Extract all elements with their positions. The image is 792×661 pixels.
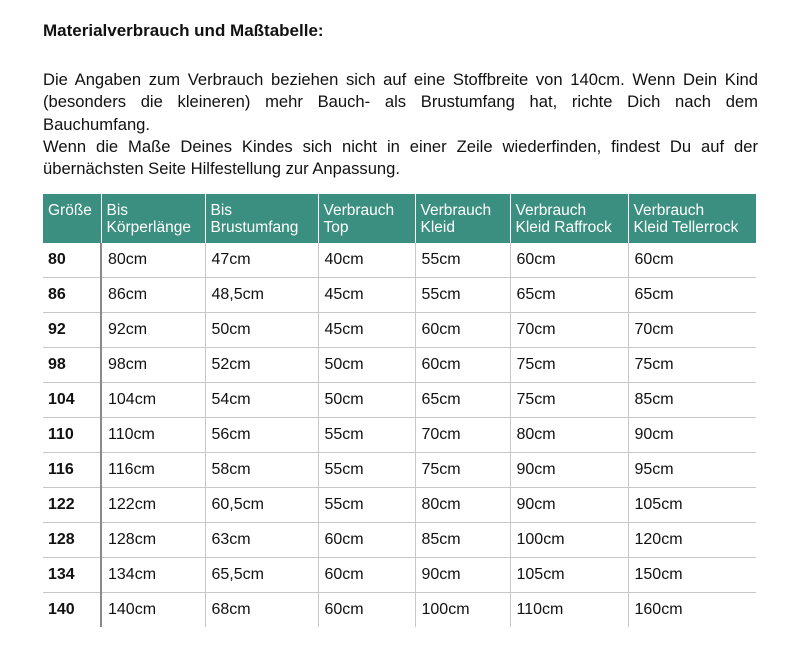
table-row bbox=[43, 418, 756, 453]
table-row bbox=[43, 383, 756, 418]
cell-koerperlaenge: 110cm bbox=[101, 418, 205, 453]
cell-verbrauch-tellerrock: 65cm bbox=[628, 278, 756, 313]
cell-verbrauch-kleid: 90cm bbox=[415, 558, 510, 593]
cell-koerperlaenge: 122cm bbox=[101, 488, 205, 523]
header-groesse: Größe bbox=[43, 194, 101, 243]
cell-koerperlaenge: 116cm bbox=[101, 453, 205, 488]
cell-verbrauch-tellerrock: 160cm bbox=[628, 593, 756, 628]
header-verbrauch-raffrock: Verbrauch Kleid Raffrock bbox=[510, 194, 628, 243]
table-row bbox=[43, 558, 756, 593]
header-verbrauch-top: Verbrauch Top bbox=[318, 194, 415, 243]
cell-verbrauch-raffrock: 90cm bbox=[510, 488, 628, 523]
cell-koerperlaenge: 128cm bbox=[101, 523, 205, 558]
cell-verbrauch-kleid: 75cm bbox=[415, 453, 510, 488]
cell-verbrauch-kleid: 55cm bbox=[415, 243, 510, 278]
table-row bbox=[43, 488, 756, 523]
cell-size: 140 bbox=[48, 601, 75, 618]
table-header-row bbox=[43, 194, 756, 243]
header-koerperlaenge: Bis Körperlänge bbox=[101, 194, 205, 243]
cell-verbrauch-raffrock: 70cm bbox=[510, 313, 628, 348]
cell-verbrauch-kleid: 60cm bbox=[415, 348, 510, 383]
cell-verbrauch-raffrock: 100cm bbox=[510, 523, 628, 558]
table-row bbox=[43, 348, 756, 383]
size-table bbox=[43, 194, 756, 627]
cell-brustumfang: 47cm bbox=[205, 243, 318, 278]
cell-verbrauch-top: 55cm bbox=[318, 453, 415, 488]
cell-brustumfang: 50cm bbox=[205, 313, 318, 348]
cell-verbrauch-tellerrock: 70cm bbox=[628, 313, 756, 348]
cell-brustumfang: 63cm bbox=[205, 523, 318, 558]
document-title: Materialverbrauch und Maßtabelle: bbox=[43, 21, 324, 40]
cell-verbrauch-raffrock: 90cm bbox=[510, 453, 628, 488]
cell-koerperlaenge: 80cm bbox=[101, 243, 205, 278]
cell-verbrauch-raffrock: 75cm bbox=[510, 383, 628, 418]
cell-size: 110 bbox=[43, 418, 101, 453]
cell-verbrauch-raffrock: 60cm bbox=[510, 243, 628, 278]
cell-brustumfang: 54cm bbox=[205, 383, 318, 418]
cell-verbrauch-raffrock: 65cm bbox=[510, 278, 628, 313]
cell-brustumfang: 52cm bbox=[205, 348, 318, 383]
cell-verbrauch-raffrock: 80cm bbox=[510, 418, 628, 453]
cell-verbrauch-kleid: 65cm bbox=[415, 383, 510, 418]
cell-verbrauch-kleid: 100cm bbox=[415, 593, 510, 628]
cell-verbrauch-top: 40cm bbox=[318, 243, 415, 278]
cell-brustumfang: 58cm bbox=[205, 453, 318, 488]
cell-size: 104 bbox=[43, 383, 101, 418]
cell-verbrauch-top: 45cm bbox=[318, 313, 415, 348]
cell-brustumfang: 68cm bbox=[205, 593, 318, 628]
cell-brustumfang: 60,5cm bbox=[205, 488, 318, 523]
table-row bbox=[43, 593, 756, 628]
cell-koerperlaenge: 134cm bbox=[101, 558, 205, 593]
cell-brustumfang: 48,5cm bbox=[205, 278, 318, 313]
cell-verbrauch-top: 50cm bbox=[318, 383, 415, 418]
intro-paragraph-1: Die Angaben zum Verbrauch beziehen sich auf eine Stoffbreite von 140cm. Wenn Dein Kind (besonders die kleineren) mehr Bauch- als Brustumfang hat, richte Dich nach dem Bauchumfang. bbox=[43, 70, 758, 134]
cell-size: 128 bbox=[43, 523, 101, 558]
table-row bbox=[43, 243, 756, 278]
cell-brustumfang: 56cm bbox=[205, 418, 318, 453]
cell-verbrauch-raffrock: 105cm bbox=[510, 558, 628, 593]
cell-verbrauch-tellerrock: 60cm bbox=[628, 243, 756, 278]
cell-size: 92 bbox=[43, 313, 101, 348]
header-verbrauch-kleid: Verbrauch Kleid bbox=[415, 194, 510, 243]
cell-koerperlaenge: 140cm bbox=[101, 593, 205, 628]
cell-verbrauch-tellerrock: 150cm bbox=[628, 558, 756, 593]
intro-paragraph-2: Wenn die Maße Deines Kindes sich nicht in einer Zeile wiederfinden, findest Du auf der übernächsten Seite Hilfestellung zur Anpassung. bbox=[43, 136, 758, 179]
cell-verbrauch-top: 60cm bbox=[318, 558, 415, 593]
cell-verbrauch-top: 50cm bbox=[318, 348, 415, 383]
cell-verbrauch-top: 60cm bbox=[318, 523, 415, 558]
cell-verbrauch-raffrock: 110cm bbox=[510, 593, 628, 628]
cell-verbrauch-tellerrock: 95cm bbox=[628, 453, 756, 488]
cell-verbrauch-kleid: 55cm bbox=[415, 278, 510, 313]
cell-koerperlaenge: 86cm bbox=[101, 278, 205, 313]
header-verbrauch-tellerrock: Verbrauch Kleid Tellerrock bbox=[628, 194, 756, 243]
cell-verbrauch-top: 55cm bbox=[318, 418, 415, 453]
cell-verbrauch-kleid: 85cm bbox=[415, 523, 510, 558]
cell-verbrauch-top: 45cm bbox=[318, 278, 415, 313]
cell-koerperlaenge: 92cm bbox=[101, 313, 205, 348]
header-brustumfang: Bis Brustumfang bbox=[205, 194, 318, 243]
cell-verbrauch-tellerrock: 120cm bbox=[628, 523, 756, 558]
cell-verbrauch-tellerrock: 105cm bbox=[628, 488, 756, 523]
intro-text bbox=[43, 69, 758, 180]
table-row bbox=[43, 523, 756, 558]
cell-verbrauch-raffrock: 75cm bbox=[510, 348, 628, 383]
cell-verbrauch-tellerrock: 90cm bbox=[628, 418, 756, 453]
cell-koerperlaenge: 98cm bbox=[101, 348, 205, 383]
cell-verbrauch-tellerrock: 75cm bbox=[628, 348, 756, 383]
cell-size: 98 bbox=[43, 348, 101, 383]
table-row bbox=[43, 278, 756, 313]
cell-size: 134 bbox=[43, 558, 101, 593]
cell-size: 80 bbox=[43, 243, 101, 278]
cell-koerperlaenge: 104cm bbox=[101, 383, 205, 418]
cell-verbrauch-top: 60cm bbox=[318, 593, 415, 628]
cell-verbrauch-tellerrock: 85cm bbox=[628, 383, 756, 418]
cell-size: 122 bbox=[43, 488, 101, 523]
cell-size: 116 bbox=[43, 453, 101, 488]
cell-brustumfang: 65,5cm bbox=[205, 558, 318, 593]
cell-verbrauch-kleid: 80cm bbox=[415, 488, 510, 523]
cell-verbrauch-top: 55cm bbox=[318, 488, 415, 523]
table-row bbox=[43, 453, 756, 488]
cell-verbrauch-kleid: 60cm bbox=[415, 313, 510, 348]
table-row bbox=[43, 313, 756, 348]
cell-verbrauch-kleid: 70cm bbox=[415, 418, 510, 453]
cell-size: 86 bbox=[43, 278, 101, 313]
